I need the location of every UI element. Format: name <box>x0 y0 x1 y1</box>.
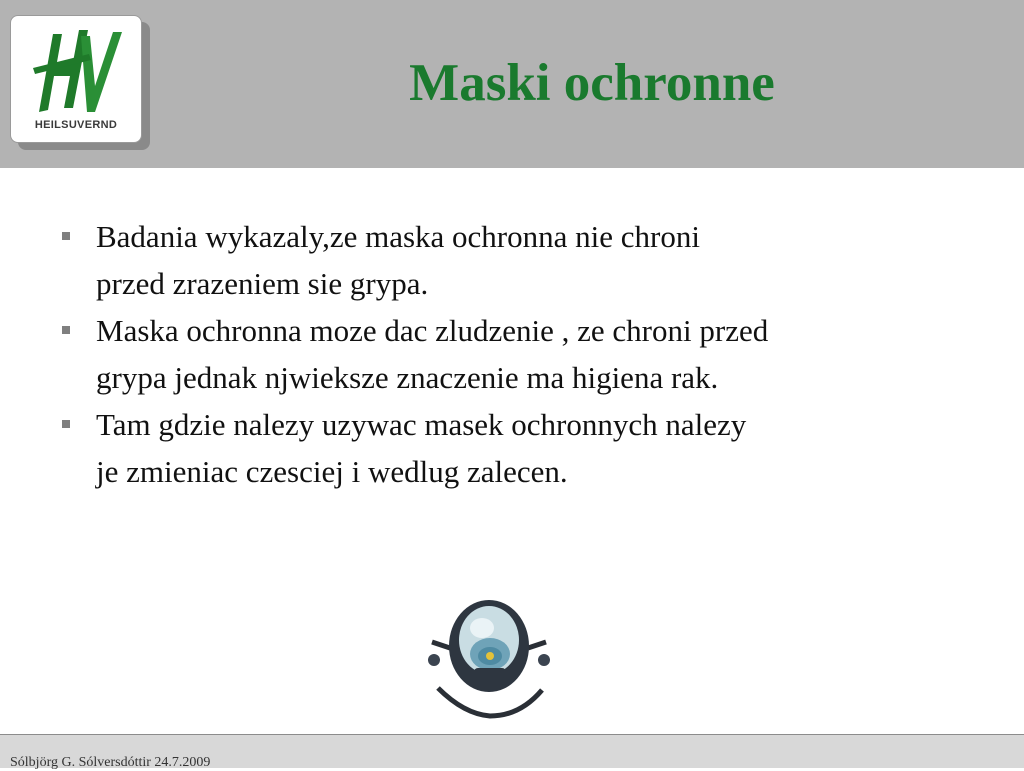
bullet-item <box>58 213 978 307</box>
footer-author-date: Sólbjörg G. Sólversdóttir 24.7.2009 <box>10 755 211 770</box>
slide-header <box>0 0 1024 168</box>
bullet-line: Tam gdzie nalezy uzywac masek ochronnych nalezy <box>96 407 747 442</box>
gas-mask-icon <box>424 596 554 722</box>
hv-monogram-icon <box>29 24 125 116</box>
bullet-list <box>58 213 978 495</box>
logo <box>10 15 142 143</box>
bullet-item <box>58 401 978 495</box>
slide-title: Maski ochronne <box>409 54 775 112</box>
logo-text: HEILSUVERND <box>34 119 118 131</box>
square-bullet-icon <box>62 420 70 428</box>
square-bullet-icon <box>62 326 70 334</box>
bullet-line: grypa jednak njwieksze znaczenie ma higiena rak. <box>96 360 719 395</box>
bullet-line: je zmieniac czesciej i wedlug zalecen. <box>96 454 568 489</box>
square-bullet-icon <box>62 232 70 240</box>
bullet-line: Maska ochronna moze dac zludzenie , ze chroni przed <box>96 313 769 348</box>
bullet-item <box>58 307 978 401</box>
slide-footer <box>0 734 1024 768</box>
bullet-line: Badania wykazaly,ze maska ochronna nie chroni <box>96 219 700 254</box>
bullet-line: przed zrazeniem sie grypa. <box>96 266 429 301</box>
